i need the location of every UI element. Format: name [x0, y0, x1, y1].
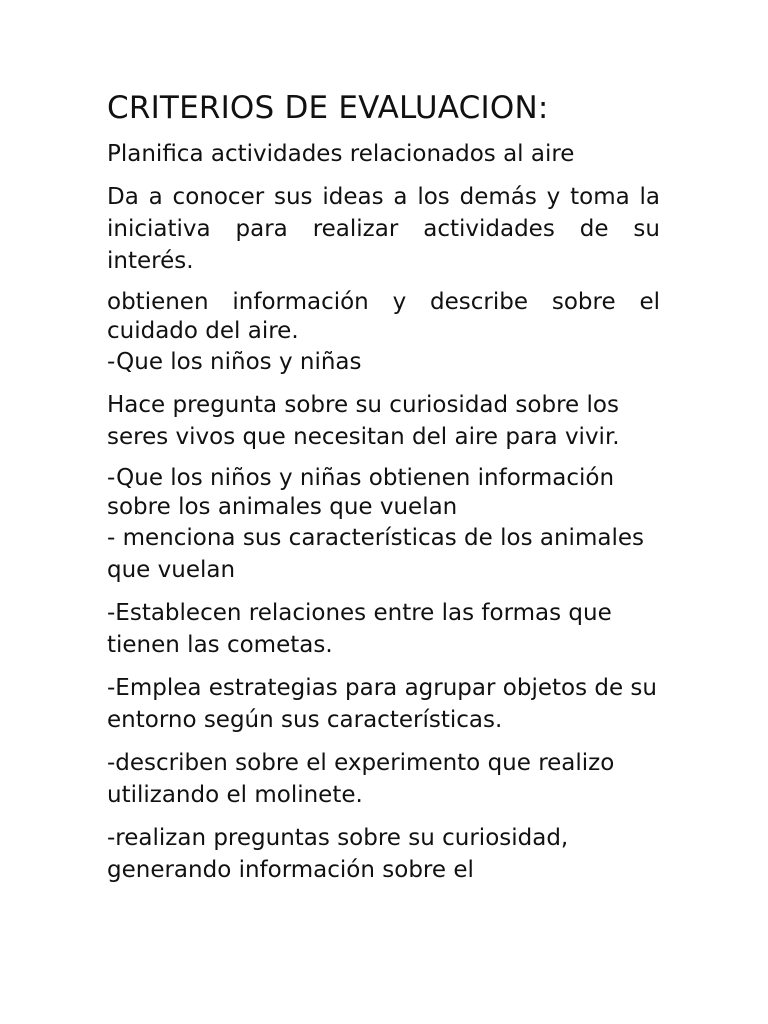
paragraph-line: Hace pregunta sobre su curiosidad sobre los seres vivos que necesitan del aire para vivir.: [107, 392, 620, 450]
paragraph-6: [107, 597, 660, 661]
paragraph-1: [107, 138, 660, 170]
paragraph-line: -Que los niños y niñas: [107, 349, 362, 375]
paragraph-line: Planifica actividades relacionados al aire: [107, 141, 575, 167]
paragraph-line: -Que los niños y niñas obtienen información sobre los animales que vuelan: [107, 465, 615, 520]
document-page: [107, 88, 660, 897]
paragraph-line: - menciona sus características de los animales que vuelan: [107, 525, 644, 583]
paragraph-line: Da a conocer sus ideas a los demás y toma la iniciativa para realizar actividades de su interés.: [107, 184, 660, 274]
paragraph-line: -Emplea estrategias para agrupar objetos de su entorno según sus características.: [107, 675, 657, 733]
paragraph-9: [107, 822, 660, 886]
document-title: CRITERIOS DE EVALUACION:: [107, 90, 549, 126]
paragraph-5: [107, 464, 660, 586]
paragraph-7: [107, 672, 660, 736]
paragraph-line: -Establecen relaciones entre las formas que tienen las cometas.: [107, 600, 612, 658]
paragraph-3: [107, 288, 660, 378]
paragraph-8: [107, 747, 660, 811]
paragraph-4: [107, 389, 660, 453]
paragraph-2: [107, 181, 660, 277]
paragraph-line: obtienen información y describe sobre el cuidado del aire.: [107, 289, 660, 344]
paragraph-line: -realizan preguntas sobre su curiosidad, generando información sobre el: [107, 825, 569, 883]
paragraph-line: -describen sobre el experimento que realizo utilizando el molinete.: [107, 750, 615, 808]
